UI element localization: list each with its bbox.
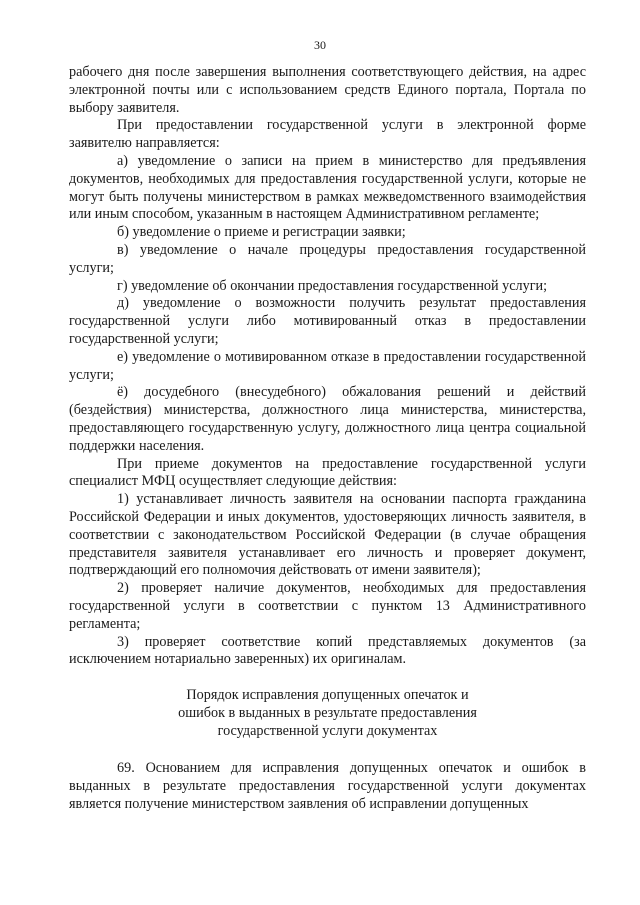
list-item-3: 3) проверяет соответствие копий представляемых документов (за исключением нотариально заверенных) их оригиналам. [69,633,586,668]
list-item-1: 1) устанавливает личность заявителя на основании паспорта гражданина Российской Федерации и иных документов, удостоверяющих личность заявителя, в соответствии с законодательством Российской Федерации (в случае обращения представителя заявителя устанавливает его личность и проверяет документ, подтверждающий его полномочия действовать от имени заявителя); [69,491,586,579]
paragraph-mfc-actions: При приеме документов на предоставление государственной услуги специалист МФЦ осуществляет следующие действия: [69,455,586,490]
list-item-a: а) уведомление о записи на прием в министерство для предъявления документов, необходимых для предоставления государственной услуги, которые не могут быть получены министерством в рамках межведомственного взаимодействия или иным способом, указанным в настоящем Административном регламенте; [69,152,586,223]
paragraph-continuation: рабочего дня после завершения выполнения соответствующего действия, на адрес электронной почты или с использованием средств Единого портала, Портала по выбору заявителя. [69,64,586,116]
paragraph-69: 69. Основанием для исправления допущенных опечаток и ошибок в выданных в результате предоставления государственной услуги документах является получение министерством заявления об исправлении допущенных [69,760,586,813]
paragraph-electronic-form: При предоставлении государственной услуги в электронной форме заявителю направляется: [69,117,586,152]
section-heading-line-1: Порядок исправления допущенных опечаток и [186,687,469,704]
document-body [69,64,586,814]
list-item-e: е) уведомление о мотивированном отказе в предоставлении государственной услуги; [69,348,586,383]
list-item-g: г) уведомление об окончании предоставления государственной услуги; [117,277,548,294]
section-heading-line-2: ошибок в выданных в результате предоставления [178,704,477,721]
list-item-2: 2) проверяет наличие документов, необходимых для предоставления государственной услуги в соответствии с пунктом 13 Административного регламента; [69,580,586,632]
list-item-yo: ё) досудебного (внесудебного) обжалования решений и действий (бездействия) министерства, должностного лица министерства, министерства, предоставляющего государственную услугу, должностного лица центра социальной поддержки населения. [69,384,586,454]
list-item-b: б) уведомление о приеме и регистрации заявки; [117,224,406,241]
section-heading [69,687,586,740]
section-heading-line-3: государственной услуги документах [217,722,438,739]
page-number: 30 [314,38,326,52]
list-item-v: в) уведомление о начале процедуры предоставления государственной услуги; [69,241,586,276]
list-item-d: д) уведомление о возможности получить результат предоставления государственной услуги либо мотивированный отказ в предоставлении государственной услуги; [69,295,586,347]
